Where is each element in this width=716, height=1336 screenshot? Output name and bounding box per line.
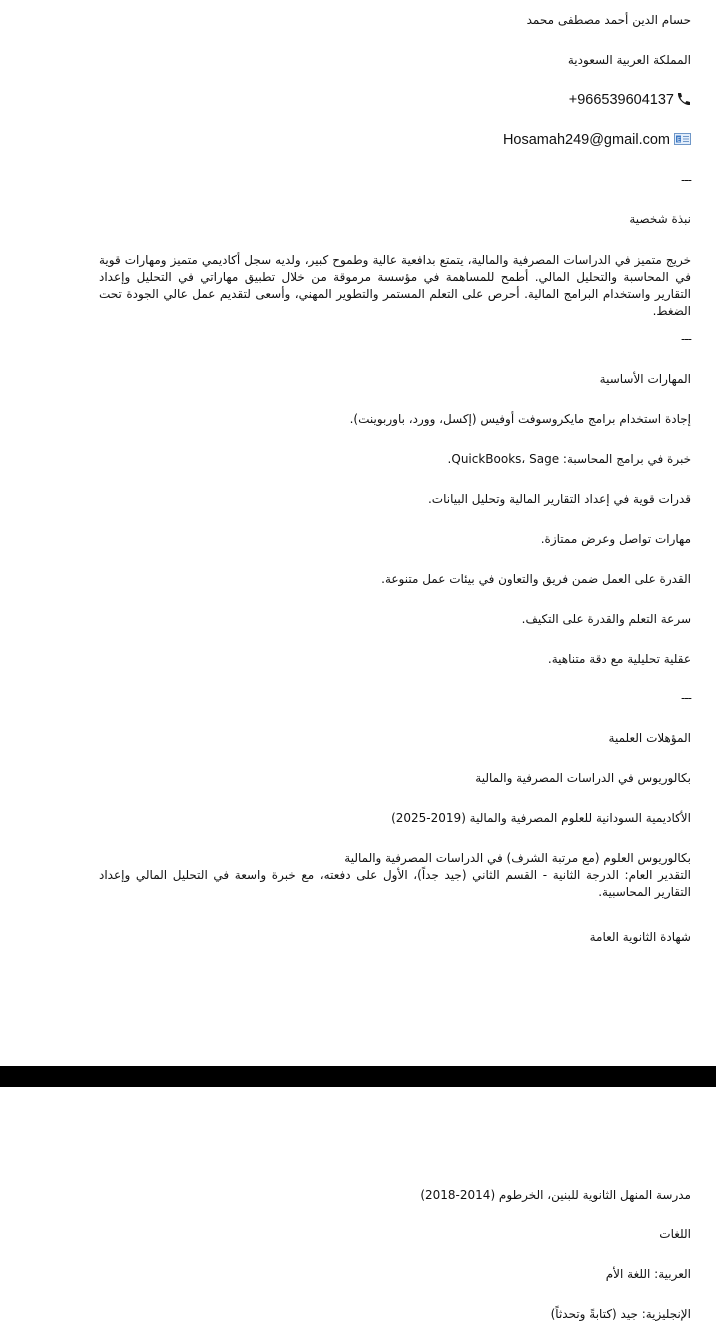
skill-item: القدرة على العمل ضمن فريق والتعاون في بيئات عمل متنوعة. [381,572,691,586]
skill-item: خبرة في برامج المحاسبة: QuickBooks، Sage. [447,452,691,466]
phone-line [569,92,691,108]
skill-item: عقلية تحليلية مع دقة متناهية. [547,652,691,666]
degree-title: بكالوريوس في الدراسات المصرفية والمالية [475,771,691,785]
page-break-bar [0,1066,716,1087]
languages-heading: اللغات [659,1227,691,1241]
section-separator: --- [681,691,691,705]
country: المملكة العربية السعودية [567,53,691,67]
skill-item: إجادة استخدام برامج مايكروسوفت أوفيس (إكسل، وورد، باوربوينت). [349,412,691,426]
skill-item: مهارات تواصل وعرض ممتازة. [540,532,691,546]
language-english: الإنجليزية: جيد (كتابةً وتحدثاً) [550,1307,691,1321]
email-address: Hosamah249@gmail.com [502,132,670,148]
phone-number: +966539604137 [568,92,674,108]
section-separator: --- [681,332,691,346]
honors-line: بكالوريوس العلوم (مع مرتبة الشرف) في الدراسات المصرفية والمالية [344,851,691,865]
education-heading: المؤهلات العلمية [608,731,691,745]
institution: الأكاديمية السودانية للعلوم المصرفية والمالية (2019-2025) [391,811,691,825]
resume-page-2 [0,1087,716,1336]
profile-heading: نبذة شخصية [629,212,691,226]
profile-text: خريج متميز في الدراسات المصرفية والمالية، يتمتع بدافعية عالية وطموح كبير، ولديه سجل أكاديمي متميز ومهارات قوية في المحاسبة والتحليل المالي. أطمح للمساهمة في مؤسسة مرموقة من خلال تطبيق مهاراتي في التحليل وإعداد التقارير واستخدام البرامج المالية. أحرص على التعلم المستمر والتطوير المهني، وأسعى لتقديم عمل عالي الجودة تحت الضغط. [99,253,691,318]
full-name: حسام الدين أحمد مصطفى محمد [526,13,691,27]
language-arabic: العربية: اللغة الأم [605,1267,691,1281]
skills-heading: المهارات الأساسية [599,372,691,386]
email-icon [674,133,691,145]
grade-text: التقدير العام: الدرجة الثانية - القسم الثاني (جيد جداً)، الأول على دفعته، مع خبرة واسعة في التحليل المالي وإعداد التقارير المحاسبية. [99,868,691,899]
school: مدرسة المنهل الثانوية للبنين، الخرطوم (2014-2018) [420,1188,691,1202]
skill-item: قدرات قوية في إعداد التقارير المالية وتحليل البيانات. [427,492,691,506]
secondary-certificate: شهادة الثانوية العامة [589,930,691,944]
phone-icon [675,92,691,106]
email-line [503,132,691,148]
section-separator: --- [681,173,691,187]
svg-text:E: E [677,136,681,144]
skill-item: سرعة التعلم والقدرة على التكيف. [521,612,691,626]
